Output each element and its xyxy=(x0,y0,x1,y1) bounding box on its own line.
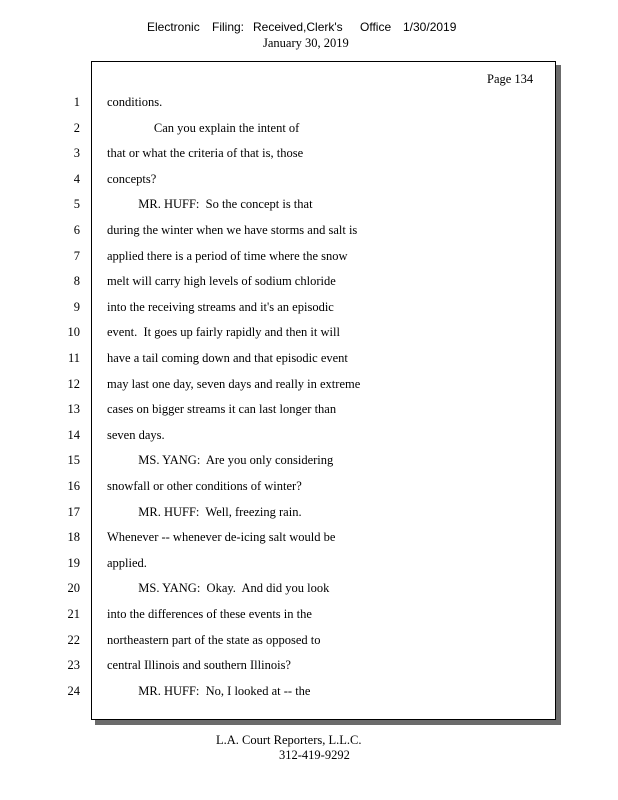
line-number: 11 xyxy=(67,351,80,365)
line-number: 9 xyxy=(73,300,80,314)
transcript-line: into the differences of these events in the xyxy=(107,607,312,621)
line-number: 4 xyxy=(73,172,80,186)
transcript-line: conditions. xyxy=(107,95,163,109)
line-number: 10 xyxy=(67,325,80,339)
line-number: 18 xyxy=(67,530,80,544)
line-number: 1 xyxy=(73,95,80,109)
filing-stamp-word-electronic: Electronic xyxy=(147,20,200,34)
transcript-line: central Illinois and southern Illinois? xyxy=(107,658,291,672)
filing-date-line: January 30, 2019 xyxy=(263,36,349,50)
line-number: 5 xyxy=(73,197,80,211)
transcript-line: Can you explain the intent of xyxy=(107,121,300,135)
line-number: 17 xyxy=(67,505,80,519)
footer-phone: 312-419-9292 xyxy=(279,748,350,762)
transcript-line: applied. xyxy=(107,556,147,570)
line-number: 21 xyxy=(67,607,80,621)
transcript-line: snowfall or other conditions of winter? xyxy=(107,479,302,493)
transcript-line: MR. HUFF: No, I looked at -- the xyxy=(107,684,311,698)
transcript-line: have a tail coming down and that episodic event xyxy=(107,351,348,365)
transcript-line: may last one day, seven days and really in extreme xyxy=(107,377,361,391)
line-number: 12 xyxy=(67,377,80,391)
line-number: 15 xyxy=(67,453,80,467)
line-number: 23 xyxy=(67,658,80,672)
transcript-line: into the receiving streams and it's an episodic xyxy=(107,300,334,314)
transcript-line: MR. HUFF: So the concept is that xyxy=(107,197,313,211)
line-number: 24 xyxy=(67,684,80,698)
line-number: 13 xyxy=(67,402,80,416)
transcript-line: MS. YANG: Okay. And did you look xyxy=(107,581,330,595)
line-number: 22 xyxy=(67,633,80,647)
line-number: 2 xyxy=(73,121,80,135)
page-number: Page 134 xyxy=(487,72,534,86)
transcript-line: seven days. xyxy=(107,428,165,442)
filing-stamp-word-office: Office xyxy=(360,20,392,34)
line-number: 3 xyxy=(73,146,80,160)
line-number: 8 xyxy=(73,274,80,288)
transcript-line: MR. HUFF: Well, freezing rain. xyxy=(107,505,302,519)
transcript-line: northeastern part of the state as opposed to xyxy=(107,633,321,647)
footer-company: L.A. Court Reporters, L.L.C. xyxy=(216,733,362,747)
transcript-line: that or what the criteria of that is, those xyxy=(107,146,304,160)
filing-stamp-date: 1/30/2019 xyxy=(403,20,457,34)
transcript-line: MS. YANG: Are you only considering xyxy=(107,453,334,467)
line-number: 20 xyxy=(67,581,80,595)
line-number: 16 xyxy=(67,479,80,493)
filing-stamp-word-received: Received,Clerk's xyxy=(253,20,343,34)
filing-stamp-word-filing: Filing: xyxy=(212,20,245,34)
line-number: 14 xyxy=(67,428,80,442)
transcript-line: applied there is a period of time where the snow xyxy=(107,249,348,263)
transcript-line: event. It goes up fairly rapidly and then it will xyxy=(107,325,340,339)
line-number: 6 xyxy=(73,223,80,237)
line-number: 19 xyxy=(67,556,80,570)
transcript-line: concepts? xyxy=(107,172,157,186)
transcript-line: melt will carry high levels of sodium chloride xyxy=(107,274,336,288)
transcript-line: during the winter when we have storms and salt is xyxy=(107,223,358,237)
line-number: 7 xyxy=(73,249,80,263)
transcript-line: Whenever -- whenever de-icing salt would be xyxy=(107,530,336,544)
transcript-line: cases on bigger streams it can last longer than xyxy=(107,402,337,416)
